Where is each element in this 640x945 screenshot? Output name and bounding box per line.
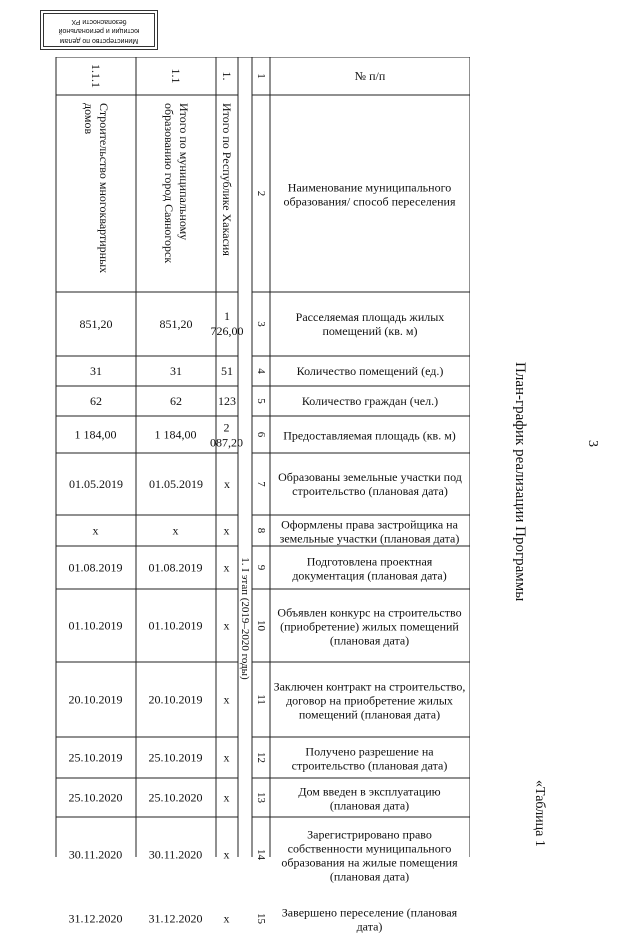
plan-schedule-table [40, 57, 470, 933]
column-header-text: Оформлены права застройщика на земельные участки (плановая дата) [280, 516, 460, 545]
column-header-text: Количество помещений (ед.) [296, 364, 444, 378]
column-number: 12 [255, 752, 268, 763]
table-cell-value: x [224, 560, 230, 574]
table-cell [56, 386, 136, 416]
column-number: 13 [255, 792, 268, 803]
table-cell [56, 356, 136, 386]
column-number: 4 [255, 368, 268, 374]
table-cell [136, 416, 216, 453]
table-cell-value: 51 [221, 363, 233, 378]
stamp-line: юстиции и региональной [58, 27, 140, 35]
table-cell-value: x [173, 523, 179, 537]
table-cell-value: x [224, 750, 230, 764]
table-cell [56, 737, 136, 778]
column-number: 3 [255, 321, 268, 327]
table-cell-value: 31 [170, 363, 182, 378]
table-cell-value: x [224, 618, 230, 632]
column-number: 8 [255, 527, 268, 534]
page-number: 3 [585, 440, 600, 447]
column-header-text: Заключен контракт на строительство, договор на приобретение жилых помещений (плановая дата) [274, 678, 466, 721]
table-cell [216, 515, 238, 546]
column-header [270, 356, 470, 386]
table-cell [136, 546, 216, 589]
table-cell [216, 453, 238, 515]
table-cell [136, 515, 216, 546]
table-cell-value: x [224, 847, 230, 861]
stamp-line: безопасности РХ [71, 18, 127, 25]
table-cell-value: 2 087,20 [210, 419, 244, 449]
table-cell-value: x [224, 523, 230, 537]
table-cell [56, 515, 136, 546]
table-cell-value: 30.11.2020 [69, 847, 123, 861]
column-number: 11 [255, 694, 268, 705]
table-cell-value: 01.10.2019 [69, 618, 123, 632]
column-header [270, 662, 470, 737]
stage-label: 1. I этап (2019–2020 годы) [239, 557, 252, 680]
table-cell-value: 1 184,00 [155, 427, 197, 441]
table-cell-value: 1 726,00 [210, 309, 244, 338]
table-cell [216, 386, 238, 416]
table-cell [136, 386, 216, 416]
column-number: 5 [255, 398, 268, 404]
row-name: Итого по Республике Хакасия [220, 103, 235, 256]
column-header [270, 737, 470, 778]
table-cell-value: 851,20 [159, 316, 193, 331]
column-header [270, 57, 470, 95]
column-header-text: Дом введен в эксплуатацию (плановая дата) [298, 783, 442, 812]
column-header [270, 386, 470, 416]
column-number: 15 [255, 913, 268, 924]
table-cell-value: 123 [218, 393, 236, 408]
table-cell-value: 31.12.2020 [69, 911, 123, 925]
table-cell [136, 589, 216, 662]
table-cell [216, 892, 238, 945]
table-cell-value: 25.10.2020 [149, 790, 203, 804]
table-cell-value: x [93, 523, 99, 537]
table-cell-value: x [224, 476, 230, 491]
table-cell-value: 01.05.2019 [69, 476, 123, 491]
column-number: 14 [255, 849, 268, 860]
row-number: 1. [220, 71, 235, 81]
table-cell [216, 662, 238, 737]
table-cell [210, 416, 244, 453]
row-name: Итого по муниципальному образованию город Саяногорск [162, 103, 191, 264]
column-header-text: Образованы земельные участки под строительство (плановая дата) [278, 470, 462, 498]
table-cell-value: 31 [90, 363, 102, 378]
row-number: 1.1.1 [89, 64, 104, 88]
column-number: 9 [255, 564, 268, 571]
column-header [270, 453, 470, 515]
column-header-text: Объявлен конкурс на строительство (приобретение) жилых помещений (плановая дата) [277, 604, 463, 647]
table-cell [216, 589, 238, 662]
row-name: Строительство многоквартирных домов [82, 103, 111, 274]
table-cell [136, 292, 216, 356]
table-cell-value: 01.08.2019 [149, 560, 203, 574]
table-cell-value: 25.10.2020 [69, 790, 123, 804]
table-cell [136, 356, 216, 386]
table-cell-value: 31.12.2020 [149, 911, 203, 925]
table-cell-value: 1 184,00 [75, 427, 117, 441]
table-cell-value: 01.10.2019 [149, 618, 203, 632]
column-header-text: Завершено переселение (плановая дата) [282, 904, 458, 933]
column-header-text: Расселяемая площадь жилых помещений (кв. м) [295, 310, 445, 338]
table-cell [56, 589, 136, 662]
column-header-text: № п/п [354, 69, 386, 83]
table-cell [136, 892, 216, 945]
column-header [270, 546, 470, 589]
table-cell-value: 01.05.2019 [149, 476, 203, 491]
column-header [270, 817, 470, 892]
table-cell [216, 356, 238, 386]
table-cell [56, 817, 136, 892]
column-header [270, 416, 470, 453]
row-number: 1.1 [169, 68, 184, 84]
table-cell [216, 546, 238, 589]
table-cell [216, 817, 238, 892]
table-cell-value: 62 [170, 393, 182, 408]
registration-stamp [40, 10, 158, 50]
column-header-text: Получено разрешение на строительство (плановая дата) [292, 743, 448, 772]
table-cell [56, 292, 136, 356]
table-cell [56, 546, 136, 589]
table-cell-value: x [224, 790, 230, 804]
column-header [270, 892, 470, 945]
table-cell-value: 25.10.2019 [149, 750, 203, 764]
table-cell [136, 662, 216, 737]
column-number: 6 [255, 431, 268, 438]
table-cell-value: 01.08.2019 [69, 560, 123, 574]
table-cell-value: 20.10.2019 [69, 692, 123, 706]
table-cell-value: 62 [90, 393, 102, 408]
table-cell [136, 817, 216, 892]
column-number: 10 [255, 620, 268, 631]
column-header [270, 292, 470, 356]
column-number: 2 [255, 190, 268, 197]
column-number: 7 [255, 481, 268, 487]
table-cell [136, 778, 216, 817]
column-header [270, 515, 470, 546]
table-cell [210, 292, 244, 356]
column-header-text: Предоставляемая площадь (кв. м) [283, 427, 457, 442]
table-cell-value: 20.10.2019 [149, 692, 203, 706]
table-cell [56, 416, 136, 453]
stamp-line: Министерство по делам [59, 37, 139, 44]
column-header-text: Наименование муниципального образования/ способ переселения [284, 179, 456, 208]
table-cell [136, 453, 216, 515]
column-header [270, 95, 470, 292]
table-label: «Таблица 1 [532, 780, 547, 847]
column-number: 1 [255, 73, 268, 79]
table-cell-value: 25.10.2019 [69, 750, 123, 764]
table-cell [56, 453, 136, 515]
column-header-text: Подготовлена проектная документация (плановая дата) [292, 553, 448, 582]
table-cell [216, 778, 238, 817]
page-title: План-график реализации Программы [512, 362, 528, 602]
column-header-text: Зарегистрировано право собственности муниципального образования на жилые помещения (плановая дата) [281, 826, 459, 883]
table-cell [136, 737, 216, 778]
table-cell-value: x [224, 692, 230, 706]
column-header-text: Количество граждан (чел.) [301, 394, 439, 408]
table-cell-value: x [224, 911, 230, 925]
table-cell-value: 30.11.2020 [149, 847, 203, 861]
table-cell [56, 892, 136, 945]
table-cell [56, 662, 136, 737]
table-cell [216, 737, 238, 778]
column-header [270, 778, 470, 817]
table-cell [56, 778, 136, 817]
column-header [270, 589, 470, 662]
table-cell-value: 851,20 [79, 316, 113, 331]
